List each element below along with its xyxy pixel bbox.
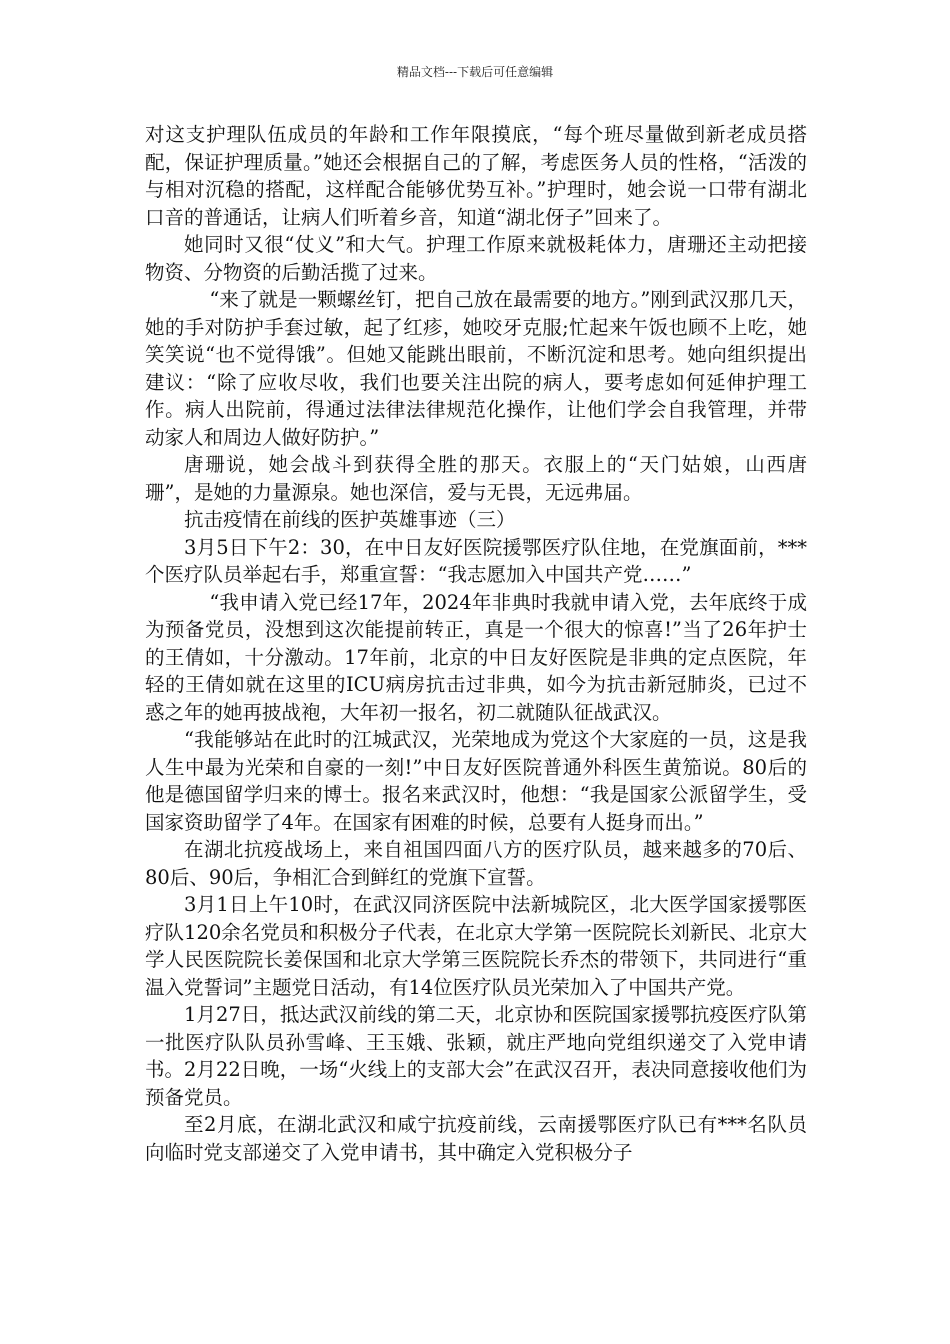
section-heading: 抗击疫情在前线的医护英雄事迹（三） xyxy=(184,508,516,531)
paragraph-5: 3月5日下午2：30，在中日友好医院援鄂医疗队住地，在党旗面前，***个医疗队员举起右手，郑重宣誓：“我志愿加入中国共产党……” xyxy=(145,535,807,586)
paragraph-6: “我申请入党已经17年，2024年非典时我就申请入党，去年底终于成为预备党员，没想到这次能提前转正，真是一个很大的惊喜!”当了26年护士的王倩如，十分激动。17年前，北京的中日友好医院是非典的定点医院，年轻的王倩如就在这里的ICU病房抗击过非典，如今为抗击新冠肺炎，已过不惑之年的她再披战袍，大年初一报名，初二就随队征战武汉。 xyxy=(145,590,807,724)
paragraph-1: 对这支护理队伍成员的年龄和工作年限摸底，“每个班尽量做到新老成员搭配，保证护理质量。”她还会根据自己的了解，考虑医务人员的性格，“活泼的与相对沉稳的搭配，这样配合能够优势互补。”护理时，她会说一口带有湖北口音的普通话，让病人们听着乡音，知道“湖北伢子”回来了。 xyxy=(145,123,807,229)
document-body xyxy=(145,121,807,1166)
paragraph-8: 在湖北抗疫战场上，来自祖国四面八方的医疗队员，越来越多的70后、80后、90后，争相汇合到鲜红的党旗下宣誓。 xyxy=(145,838,807,889)
paragraph-7: “我能够站在此时的江城武汉，光荣地成为党这个大家庭的一员，这是我人生中最为光荣和自豪的一刻!”中日友好医院普通外科医生黄笳说。80后的他是德国留学归来的博士。报名来武汉时，他想：“我是国家公派留学生，受国家资助留学了4年。在国家有困难的时候，总要有人挺身而出。” xyxy=(145,728,807,834)
page-header: 精品文档---下载后可任意编辑 xyxy=(396,65,554,79)
paragraph-10: 1月27日，抵达武汉前线的第二天，北京协和医院国家援鄂抗疫医疗队第一批医疗队队员孙雪峰、王玉娥、张颖，就庄严地向党组织递交了入党申请书。2月22日晚，一场“火线上的支部大会”在武汉召开，表决同意接收他们为预备党员。 xyxy=(145,1003,807,1109)
paragraph-4: 唐珊说，她会战斗到获得全胜的那天。衣服上的“天门姑娘，山西唐珊”，是她的力量源泉。她也深信，爱与无畏，无远弗届。 xyxy=(145,453,807,504)
paragraph-3: “来了就是一颗螺丝钉，把自己放在最需要的地方。”刚到武汉那几天，她的手对防护手套过敏，起了红疹，她咬牙克服;忙起来午饭也顾不上吃，她笑笑说“也不觉得饿”。但她又能跳出眼前，不断沉淀和思考。她向组织提出建议：“除了应收尽收，我们也要关注出院的病人，要考虑如何延伸护理工作。病人出院前，得通过法律法律规范化操作，让他们学会自我管理，并带动家人和周边人做好防护。” xyxy=(145,288,807,449)
paragraph-2: 她同时又很“仗义”和大气。护理工作原来就极耗体力，唐珊还主动把接物资、分物资的后勤活揽了过来。 xyxy=(145,233,807,284)
paragraph-11: 至2月底，在湖北武汉和咸宁抗疫前线，云南援鄂医疗队已有***名队员向临时党支部递交了入党申请书，其中确定入党积极分子 xyxy=(145,1113,807,1164)
paragraph-9: 3月1日上午10时，在武汉同济医院中法新城院区，北大医学国家援鄂医疗队120余名党员和积极分子代表，在北京大学第一医院院长刘新民、北京大学人民医院院长姜保国和北京大学第三医院院长乔杰的带领下，共同进行“重温入党誓词”主题党日活动，有14位医疗队员光荣加入了中国共产党。 xyxy=(145,893,807,999)
